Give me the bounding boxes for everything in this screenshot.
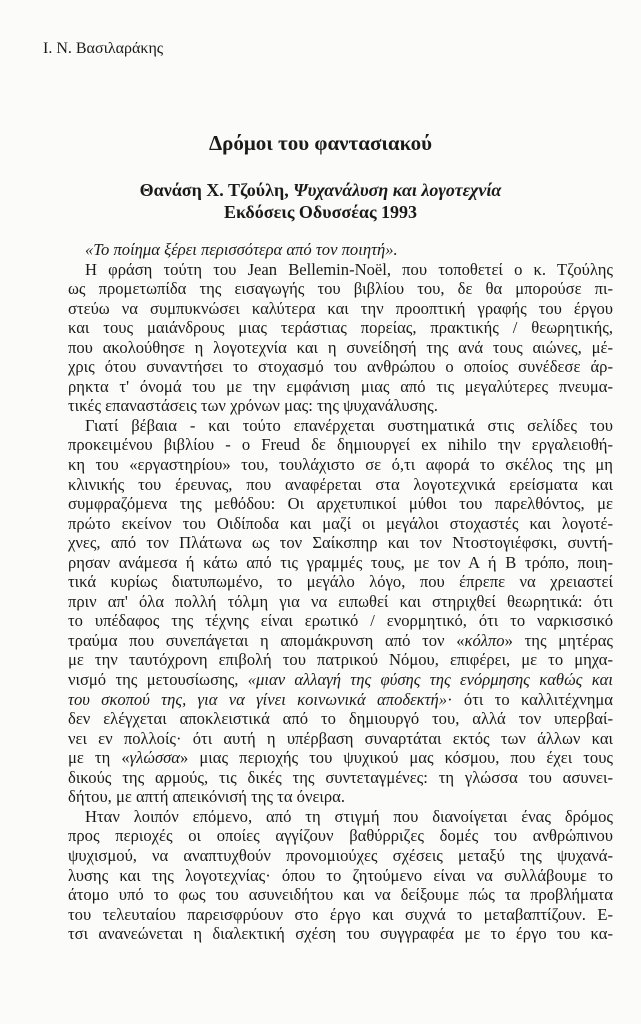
text-line	[68, 768, 613, 788]
text-line	[68, 572, 613, 592]
italic-text: γλώσσα	[129, 748, 181, 768]
text-line	[68, 885, 613, 905]
text-segment: χνες, από τον Πλάτωνα ως τον Σαίκσπηρ και τον Ντοστογιέφσκι, συντή-	[68, 533, 613, 553]
text-line	[68, 670, 613, 690]
text-line	[68, 338, 613, 358]
text-segment: τσι ανανεώνεται η διαλεκτική σχέση του συγγραφέα με το έργο του κα-	[68, 924, 613, 944]
text-segment: προς περιοχές οι οποίες αγγίζουν βαθύρριζες δομές του ανθρώπινου	[68, 826, 613, 846]
text-segment: δεν ελέγχεται αποκλειστικά από το δημιουργό του, αλλά τον υπερβαί-	[68, 709, 613, 729]
text-segment: με τη «	[68, 748, 130, 768]
text-line	[68, 299, 613, 319]
text-segment: νισμό της μετουσίωσης,	[68, 670, 248, 690]
text-segment: · ότι το καλλιτέχνημα	[447, 689, 613, 709]
text-segment: Ηταν λοιπόν επόμενο, από τη στιγμή που διανοίγεται ένας δρόμος	[85, 806, 613, 826]
text-segment: ρησαν ανάμεσα ή κάτω από τις γραμμές τους, με τον Α ή Β τρόπο, ποιη-	[68, 552, 613, 572]
text-line	[68, 318, 613, 338]
text-line	[68, 377, 613, 397]
text-line	[68, 729, 613, 749]
text-segment: » μιας περιοχής του ψυχικού μας κόσμου, που έχει τους	[180, 748, 613, 768]
text-line	[68, 631, 613, 651]
text-segment: Γιατί βέβαια - και τούτο επανέρχεται συστηματικά στις σελίδες του	[85, 415, 613, 435]
text-line	[68, 709, 613, 729]
text-line	[68, 553, 613, 573]
text-line	[68, 260, 613, 280]
text-segment: άτομο υπό το φως του ασυνειδήτου και να δείξουμε πώς τα προβλήματα	[68, 885, 613, 905]
article-title: Δρόμοι του φαντασιακού	[208, 131, 433, 155]
text-segment: ως προμετωπίδα της εισαγωγής του βιβλίου του, δε θα μπορούσε πι-	[68, 279, 613, 299]
text-segment: του τελευταίου παρεισφρύουν στο έργο και συχνά το μεταβαπτίζουν. Ε-	[68, 904, 613, 924]
text-line	[68, 787, 613, 807]
text-segment: κλινικής του έρευνας, που αναφέρεται στα λογοτεχνικά ερείσματα και	[68, 474, 613, 494]
text-segment: το υπέδαφος της τέχνης είναι ερωτικό / ενορμητικό, ότι το ναρκισσικό	[68, 611, 613, 631]
text-segment: χρις ότου συναντήσει το στοχασμό του ανθρώπου ο οποίος συνέδεσε άρ-	[68, 357, 613, 377]
text-segment: που ακολούθησε η λογοτεχνία και η συνείδησή της ανά τους αιώνες, μέ-	[68, 337, 613, 357]
text-segment: με την ταυτόχρονη επιβολή του πατρικού Νόμου, επιφέρει, με το μηχα-	[68, 650, 613, 670]
italic-text: κόλπο	[464, 630, 505, 650]
text-segment: ρηκτα τ' όνομά του με την εμφάνιση μιας από τις μεγαλύτερες πνευμα-	[68, 376, 613, 396]
text-segment: δικούς της αρμούς, τις δικές της συντεταγμένες: τη γλώσσα του ασυνει-	[68, 767, 613, 787]
text-line	[68, 807, 613, 827]
text-line	[68, 924, 613, 944]
text-segment: πριν απ' όλα πολλή τόλμη για να ειπωθεί και στηριχθεί θεωρητικά: ότι	[68, 591, 613, 611]
text-line	[68, 826, 613, 846]
italic-text: «Το ποίημα ξέρει περισσότερα από τον ποιητή».	[85, 240, 398, 259]
text-line	[68, 592, 613, 612]
text-line	[68, 748, 613, 768]
text-segment: ψυχισμού, να αναπτυχθούν προνομιούχες σχέσεις μεταξύ της ψυχανά-	[68, 845, 613, 865]
text-line	[68, 396, 613, 416]
text-line	[68, 611, 613, 631]
text-line	[68, 455, 613, 475]
text-segment: δήτου, με απτή απεικόνισή της τα όνειρα.	[68, 787, 346, 807]
text-segment: τικές επαναστάσεις των χρόνων μας: της ψυχανάλυσης.	[68, 396, 438, 416]
text-segment: συμφραζόμενα της μεθόδου: Οι αρχετυπικοί μύθοι του παρελθόντος, με	[68, 494, 613, 514]
text-line	[68, 690, 613, 710]
italic-text: του σκοπού της, για να γίνει κοινωνικά αποδεκτή»	[68, 689, 448, 709]
italic-text: «μιαν αλλαγή της φύσης της ενόρμησης καθώς και	[247, 670, 614, 690]
book-reference	[0, 180, 641, 201]
text-line	[68, 650, 613, 670]
text-line	[68, 435, 613, 455]
text-segment: στεύω να συμπυκνώσει καλύτερα και την προοπτική γραφής του έργου	[68, 298, 613, 318]
text-segment: » της μητέρας	[504, 630, 613, 650]
text-segment: πρώτο εκείνον του Οιδίποδα και μαζί οι μεγάλοι στοχαστές και λογοτέ-	[68, 513, 613, 533]
running-header-author: Ι. Ν. Βασιλαράκης	[43, 40, 164, 57]
text-line	[68, 533, 613, 553]
text-segment: λυσης και της λογοτεχνίας· όπου το ζητούμενο είναι να συλλάβουμε το	[68, 865, 613, 885]
text-line	[68, 846, 613, 866]
text-segment: και τους μαιάνδρους μιας τεράστιας πορείας, πρακτικής / θεωρητικής,	[68, 318, 613, 338]
book-publisher: Εκδόσεις Οδυσσέας 1993	[223, 202, 418, 222]
text-line	[68, 514, 613, 534]
book-author: Θανάση Χ. Τζούλη,	[139, 180, 294, 200]
text-line	[68, 494, 613, 514]
text-segment: νει εν πολλοίς· ότι αυτή η υπέρβαση συναρτάται εκτός των άλλων και	[68, 728, 613, 748]
text-line	[68, 905, 613, 925]
text-segment: προκειμένου βιβλίου - ο Freud δε δημιουργεί ex nihilo την εργαλειοθή-	[68, 435, 613, 455]
article-body	[68, 240, 613, 944]
text-segment: τικά κυρίως διατυπωμένο, το μεγάλο λόγο, που έπρεπε να χρειαστεί	[68, 572, 613, 592]
text-line	[68, 475, 613, 495]
text-line	[68, 416, 613, 436]
text-line	[68, 357, 613, 377]
text-segment: τραύμα που συνεπάγεται η απομάκρυνση από τον «	[68, 630, 465, 650]
text-line	[68, 866, 613, 886]
text-line	[68, 279, 613, 299]
text-line	[68, 240, 613, 260]
text-segment: κη του «εργαστηρίου» του, τουλάχιστο σε ό,τι αφορά το σκέλος της μη	[68, 455, 613, 475]
text-segment: Η φράση τούτη του Jean Bellemin-Noël, που τοποθετεί ο κ. Τζούλης	[85, 259, 613, 279]
book-title: Ψυχανάλυση και λογοτεχνία	[293, 180, 502, 200]
